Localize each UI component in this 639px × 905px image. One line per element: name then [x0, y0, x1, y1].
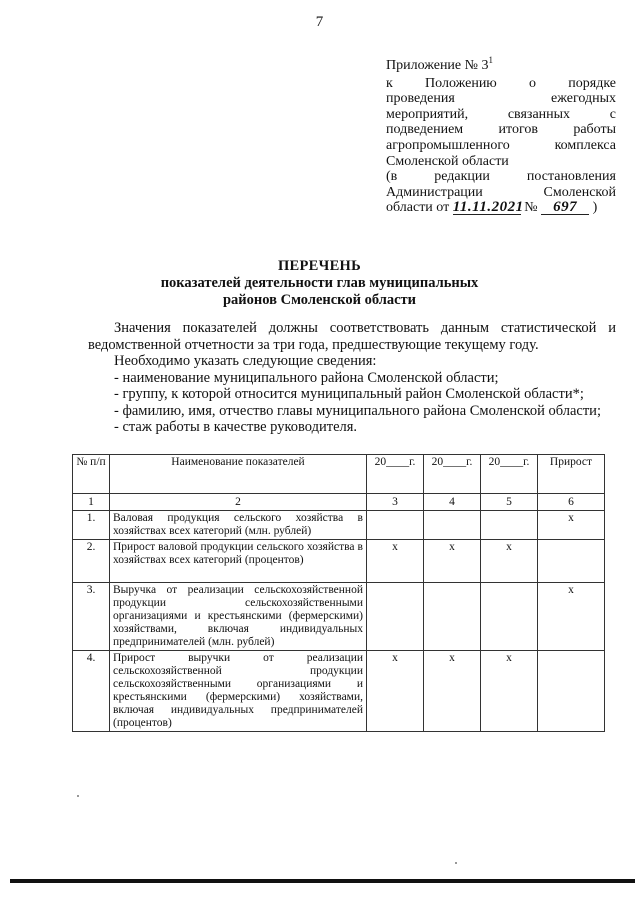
header-number: № п/п	[73, 455, 110, 494]
document-heading	[0, 258, 639, 309]
page-number: 7	[315, 14, 324, 30]
table-row	[73, 583, 605, 651]
row-4-year-3: x	[481, 651, 538, 732]
header-growth: Прирост	[538, 455, 605, 494]
scan-speck	[77, 795, 79, 797]
header-year-2: 20____г.	[424, 455, 481, 494]
col-number-4: 4	[424, 494, 481, 511]
row-3-growth: x	[538, 583, 605, 651]
header-year-3: 20____г.	[481, 455, 538, 494]
row-2-year-3: x	[481, 540, 538, 583]
date-prefix: области от	[386, 200, 450, 216]
appendix-line-3: мероприятий, связанных с	[386, 106, 616, 122]
intro-paragraph-2: Необходимо указать следующие сведения:	[114, 353, 377, 369]
row-1-number: 1.	[73, 511, 110, 540]
row-2-number: 2.	[73, 540, 110, 583]
col-number-5: 5	[481, 494, 538, 511]
handwritten-number: 697	[541, 200, 589, 215]
row-1-year-1	[367, 511, 424, 540]
intro-paragraph: Значения показателей должны соответствовать данным статистической и ведомственной отчетности за три года, предшествующие текущему году.	[88, 320, 616, 353]
header-indicator-name: Наименование показателей	[110, 455, 367, 494]
table-header-row	[73, 455, 605, 494]
row-2-year-2: x	[424, 540, 481, 583]
row-4-number: 4.	[73, 651, 110, 732]
heading-subtitle-2: районов Смоленской области	[222, 292, 417, 308]
col-number-6: 6	[538, 494, 605, 511]
heading-subtitle-1: показателей деятельности глав муниципальных	[160, 275, 479, 291]
appendix-line-6: (в редакции постановления	[386, 169, 616, 185]
appendix-title-superscript: 1	[488, 55, 493, 65]
appendix-line-5: агропромышленного комплекса	[386, 137, 616, 153]
appendix-line-7: Администрации Смоленской	[386, 184, 616, 200]
intro-item-1: - наименование муниципального района Смоленской области;	[114, 369, 499, 386]
appendix-title	[386, 53, 616, 74]
row-2-growth	[538, 540, 605, 583]
handwritten-date: 11.11.2021	[452, 199, 524, 216]
appendix-line-2: проведения ежегодных	[386, 91, 616, 107]
row-3-number: 3.	[73, 583, 110, 651]
indicators-table	[72, 454, 605, 732]
row-4-year-2: x	[424, 651, 481, 732]
appendix-date-line	[386, 200, 616, 216]
table-row	[73, 540, 605, 583]
scan-speck	[455, 862, 457, 864]
row-1-year-2	[424, 511, 481, 540]
row-2-year-1: x	[367, 540, 424, 583]
row-2-name: Прирост валовой продукции сельского хозяйства в хозяйствах всех категорий (процентов)	[110, 540, 367, 583]
appendix-line-region: Смоленской области	[386, 153, 509, 169]
intro-text	[88, 320, 616, 436]
number-sign: №	[524, 200, 538, 216]
column-numbers-row	[73, 494, 605, 511]
row-3-year-1	[367, 583, 424, 651]
appendix-block	[386, 53, 616, 216]
intro-item-4: - стаж работы в качестве руководителя.	[114, 419, 358, 435]
bottom-rule	[10, 879, 635, 883]
intro-item-3: - фамилию, имя, отчество главы муниципального района Смоленской области;	[114, 402, 601, 419]
col-number-3: 3	[367, 494, 424, 511]
appendix-line-1: к Положению о порядке	[386, 75, 616, 91]
appendix-line-4: подведением итогов работы	[386, 122, 616, 138]
col-number-1: 1	[73, 494, 110, 511]
row-3-year-2	[424, 583, 481, 651]
col-number-2: 2	[110, 494, 367, 511]
heading-title: ПЕРЕЧЕНЬ	[277, 258, 362, 274]
row-4-year-1: x	[367, 651, 424, 732]
table-row	[73, 651, 605, 732]
row-3-name: Выручка от реализации сельскохозяйственной продукции сельскохозяйственными организациями и крестьянскими (фермерскими) хозяйствами, включая индивидуальных предпринимателей (млн. рублей)	[110, 583, 367, 651]
row-1-growth: x	[538, 511, 605, 540]
row-4-name: Прирост выручки от реализации сельскохозяйственной продукции сельскохозяйственными организациями и крестьянскими (фермерскими) хозяйствами, включая индивидуальных предпринимателей (процентов)	[110, 651, 367, 732]
close-paren: )	[592, 200, 598, 216]
row-1-name: Валовая продукция сельского хозяйства в хозяйствах всех категорий (млн. рублей)	[110, 511, 367, 540]
header-year-1: 20____г.	[367, 455, 424, 494]
intro-item-2: - группу, к которой относится муниципальный район Смоленской области*;	[114, 386, 584, 402]
table-row	[73, 511, 605, 540]
row-3-year-3	[481, 583, 538, 651]
appendix-title-text: Приложение № 3	[386, 58, 489, 73]
row-1-year-3	[481, 511, 538, 540]
row-4-growth	[538, 651, 605, 732]
